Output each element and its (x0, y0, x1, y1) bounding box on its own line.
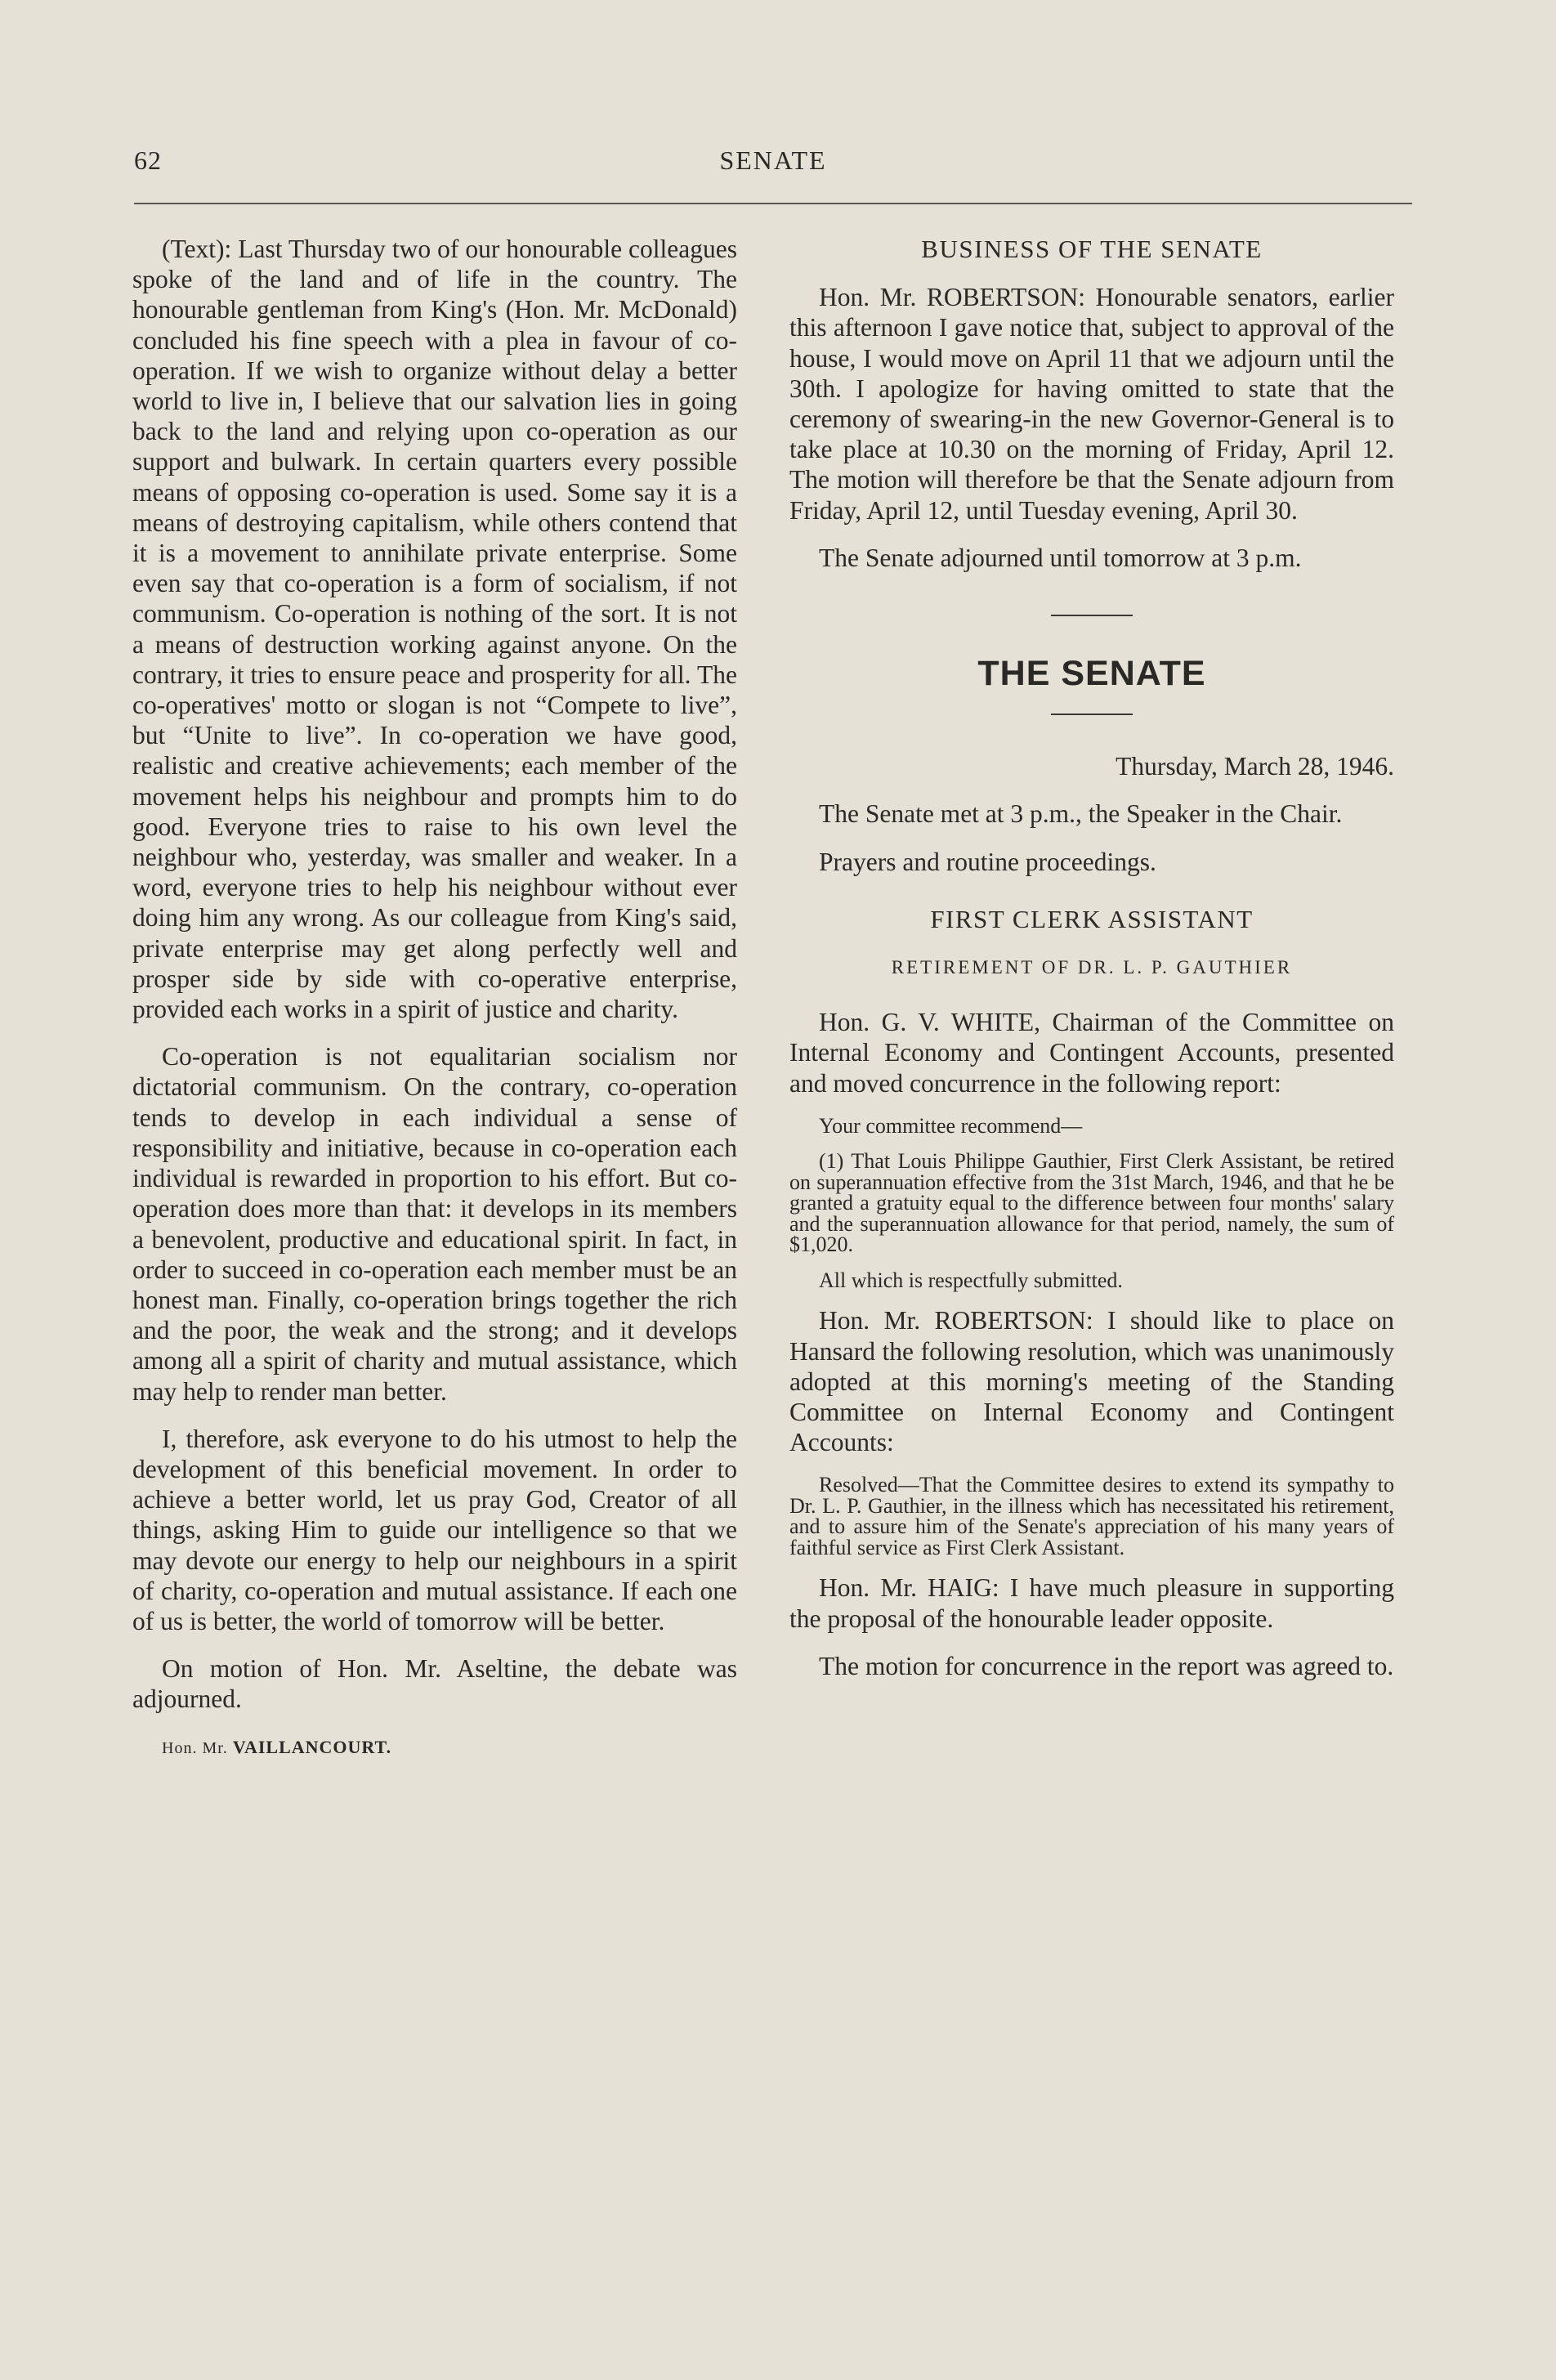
recommendation-text: (1) That Louis Philippe Gauthier, First Clerk Assistant, be retired on superannuation effective from the 31st March, 1946, and that he be granted a gratuity equal to the difference between four months' salary and the superannuation allowance for that period, namely, the sum of $1,020. (789, 1149, 1394, 1257)
met-paragraph: The Senate met at 3 p.m., the Speaker in the Chair. (819, 799, 1343, 829)
speaker-signature (162, 1732, 737, 1764)
business-heading: BUSINESS OF THE SENATE (921, 235, 1263, 263)
motion-paragraph: On motion of Hon. Mr. Aseltine, the debate was adjourned. (132, 1654, 737, 1714)
prayers-paragraph: Prayers and routine proceedings. (819, 847, 1156, 876)
body-paragraph: (Text): Last Thursday two of our honourable colleagues spoke of the land and of life in the country. The honourable gentleman from King's (Hon. Mr. McDonald) concluded his fine speech with a plea in favour of co-operation. If we wish to organize without delay a better world to live in, I believe that our salvation lies in going back to the land and relying upon co-operation as our support and bulwark. In certain quarters every possible means of opposing co-operation is used. Some say it is a means of destroying capitalism, while others contend that it is a movement to annihilate private enterprise. Some even say that co-operation is a form of socialism, if not communism. Co-operation is nothing of the sort. It is not a means of destruction working against anyone. On the contrary, it tries to ensure peace and prosperity for all. The co-operatives' motto or slogan is not “Compete to live”, but “Unite to live”. In co-operation we have good, realistic and creative achievements; each member of the movement helps his neighbour and prompts him to do good. Everyone tries to raise to his own level the neighbour who, yesterday, was smaller and weaker. In a word, everyone tries to help his neighbour without ever doing him any wrong. As our colleague from King's said, private enterprise may get along perfectly well and prosper side by side with co-operative enterprise, provided each works in a spirit of justice and charity. (132, 235, 737, 1024)
committee-recommend: Your committee recommend— (819, 1113, 1083, 1138)
signature-name: VAILLANCOURT. (232, 1736, 392, 1757)
body-paragraph: Co-operation is not equalitarian socialism nor dictatorial communism. On the contrary, co-operation tends to develop in each individual a sense of responsibility and initiative, because in co-operation each individual is rewarded in proportion to his effort. But co-operation does more than that: it develops in its members a benevolent, productive and educational spirit. In fact, in order to succeed in co-operation each member must be an honest man. Finally, co-operation brings together the rich and the poor, the weak and the strong; and it develops among all a spirit of charity and mutual assistance, which may help to render man better. (132, 1042, 737, 1406)
body-paragraph: I, therefore, ask everyone to do his utmost to help the development of this beneficial movement. In order to achieve a better world, let us pray God, Creator of all things, asking Him to guide our intelligence so that we may devote our energy to help our neighbours in a spirit of charity, co-operation and mutual assistance. If each one of us is better, the world of tomorrow will be better. (132, 1424, 737, 1635)
running-head (134, 145, 1412, 181)
running-title: SENATE (719, 145, 827, 175)
clerk-heading: FIRST CLERK ASSISTANT (930, 904, 1254, 933)
right-column (789, 234, 1394, 1698)
concurrence-paragraph: The motion for concurrence in the report was agreed to. (819, 1651, 1394, 1680)
senate-heading: THE SENATE (977, 654, 1206, 694)
robertson-paragraph: Hon. Mr. ROBERTSON: I should like to place on Hansard the following resolution, which was unanimously adopted at this morning's meeting of the Standing Committee on Internal Economy and Contingent Accounts: (789, 1306, 1394, 1457)
session-date: Thursday, March 28, 1946. (1116, 752, 1394, 781)
submitted-text: All which is respectfully submitted. (819, 1268, 1123, 1292)
signature-prefix: Hon. Mr. (162, 1738, 228, 1757)
header-rule (134, 203, 1412, 204)
page-number: 62 (134, 145, 162, 175)
haig-paragraph: Hon. Mr. HAIG: I have much pleasure in supporting the proposal of the honourable leader opposite. (789, 1573, 1394, 1633)
adjourned-paragraph: The Senate adjourned until tomorrow at 3 p.m. (819, 543, 1302, 572)
retirement-subheading: RETIREMENT OF DR. L. P. GAUTHIER (891, 957, 1293, 978)
white-paragraph: Hon. G. V. WHITE, Chairman of the Committee on Internal Economy and Contingent Accounts, presented and moved concurrence in the following report: (789, 1008, 1394, 1098)
left-column (132, 234, 737, 1764)
business-paragraph: Hon. Mr. ROBERTSON: Honourable senators, earlier this afternoon I gave notice that, subject to approval of the house, I would move on April 11 that we adjourn until the 30th. I apologize for having omitted to state that the ceremony of swearing-in the new Governor-General is to take place at 10.30 on the morning of Friday, April 12. The motion will therefore be that the Senate adjourn from Friday, April 12, until Tuesday evening, April 30. (789, 283, 1394, 525)
resolution-text: Resolved—That the Committee desires to extend its sympathy to Dr. L. P. Gauthier, in the illness which has necessitated his retirement, and to assure him of the Senate's appreciation of his many years of faithful service as First Clerk Assistant. (789, 1473, 1394, 1559)
